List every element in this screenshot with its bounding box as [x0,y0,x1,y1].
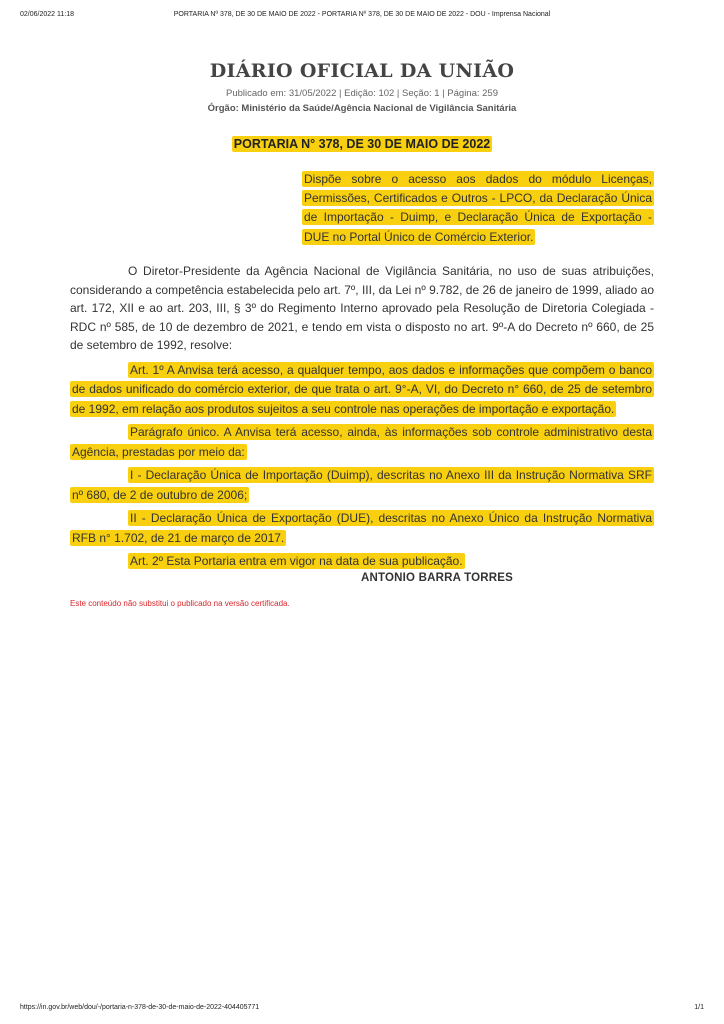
document-title-text: PORTARIA N° 378, DE 30 DE MAIO DE 2022 [233,137,491,151]
publication-meta: Publicado em: 31/05/2022 | Edição: 102 | Seção: 1 | Página: 259 [225,88,498,99]
journal-title: DIÁRIO OFICIAL DA UNIÃO [209,60,515,82]
ementa [302,170,654,247]
preamble-paragraph: O Diretor-Presidente da Agência Nacional de Vigilância Sanitária, no uso de suas atribuições, considerando a competência estabelecida pelo art. 7º, III, da Lei nº 9.782, de 26 de janeiro de 1999, aliado ao art. 172, XII e ao art. 203, III, § 3º do Regimento Interno aprovado pela Resolução de Diretoria Colegiada - RDC nº 585, de 10 de dezembro de 2021, e tendo em vista o disposto no art. 9º-A do Decreto nº 660, de 25 de setembro de 1992, resolve: [70,264,654,352]
paragrafo-unico-text: Parágrafo único. A Anvisa terá acesso, ainda, às informações sob controle administrativo desta Agência, prestadas por meio da: [72,425,652,459]
masthead [0,60,724,114]
paragrafo-unico [70,423,654,462]
inciso-2-text: II - Declaração Única de Exportação (DUE), descritas no Anexo Único da Instrução Normativa RFB n° 1.702, de 21 de março de 2017. [72,511,652,545]
article-1 [70,361,654,420]
inciso-2 [70,509,654,548]
issuing-agency: Órgão: Ministério da Saúde/Agência Nacional de Vigilância Sanitária [207,103,517,114]
signer-name: ANTONIO BARRA TORRES [360,572,514,584]
inciso-1 [70,466,654,505]
article-2 [70,552,654,572]
document-title [0,137,724,151]
inciso-1-text: I - Declaração Única de Importação (Duimp), descritas no Anexo III da Instrução Normativa SRF nº 680, de 2 de outubro de 2006; [72,468,652,502]
document-body [70,262,654,576]
print-url: https://in.gov.br/web/dou/-/portaria-n-378-de-30-de-maio-de-2022-404405771 [20,1004,260,1011]
certified-version-disclaimer: Este conteúdo não substitui o publicado na versão certificada. [70,599,290,608]
print-page-title: PORTARIA Nº 378, DE 30 DE MAIO DE 2022 - PORTARIA Nº 378, DE 30 DE MAIO DE 2022 - DOU - Imprensa Nacional [173,11,551,18]
print-datetime: 02/06/2022 11:18 [20,11,74,18]
print-page-number: 1/1 [694,1004,704,1011]
article-1-text: Art. 1º A Anvisa terá acesso, a qualquer tempo, aos dados e informações que compõem o banco de dados unificado do comércio exterior, de que trata o art. 9°-A, VI, do Decreto n° 660, de 25 de setembro de 1992, em relação aos produtos sujeitos a seu controle nas operações de importação e exportação. [72,362,652,416]
ementa-text: Dispõe sobre o acesso aos dados do módulo Licenças, Permissões, Certificados e Outros - LPCO, da Declaração Única de Importação - Duimp, e Declaração Única de Exportação - DUE no Portal Único de Comércio Exterior. [304,172,652,244]
print-footer [20,1004,704,1011]
article-2-text: Art. 2º Esta Portaria entra em vigor na data de sua publicação. [130,554,463,568]
